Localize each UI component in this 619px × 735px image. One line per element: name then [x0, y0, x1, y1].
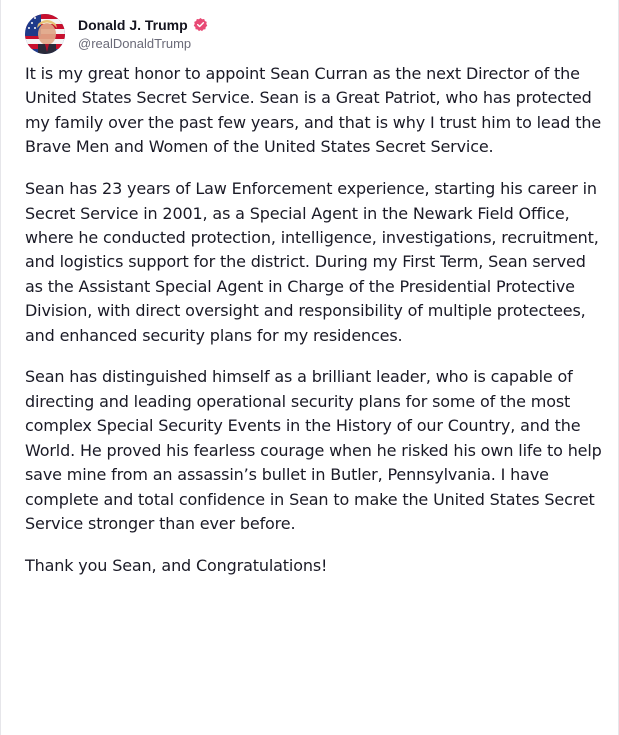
post-paragraph: It is my great honor to appoint Sean Curran as the next Director of the United States Secret Service. Sean is a Great Patriot, who has protected my family over the past few years, and that is why I trust him to lead the Brave Men and Women of the United States Secret Service. [25, 64, 602, 157]
avatar-image [25, 14, 65, 54]
display-name[interactable]: Donald J. Trump [78, 16, 188, 33]
avatar[interactable] [25, 14, 65, 54]
author-names [78, 16, 208, 53]
post-paragraph: Sean has 23 years of Law Enforcement experience, starting his career in Secret Service in 2001, as a Special Agent in the Newark Field Office, where he conducted protection, intelligence, investigations, recruitment, and logistics support for the district. During my First Term, Sean served as the Assistant Special Agent in Charge of the Presidential Protective Division, with direct oversight and responsibility of multiple protectees, and enhanced security plans for my residences. [25, 179, 599, 345]
post-header [25, 12, 208, 56]
post-paragraph: Sean has distinguished himself as a brilliant leader, who is capable of directing and leading operational security plans for some of the most complex Special Security Events in the History of our Country, and the World. He proved his fearless courage when he risked his own life to help save mine from an assassin’s bullet in Butler, Pennsylvania. I have complete and total confidence in Sean to make the United States Secret Service stronger than ever before. [25, 367, 602, 533]
post-paragraph: Thank you Sean, and Congratulations! [25, 555, 328, 575]
post-body [25, 62, 605, 578]
verified-badge-icon [193, 17, 208, 32]
display-name-row [78, 16, 208, 34]
handle[interactable]: @realDonaldTrump [78, 35, 192, 51]
